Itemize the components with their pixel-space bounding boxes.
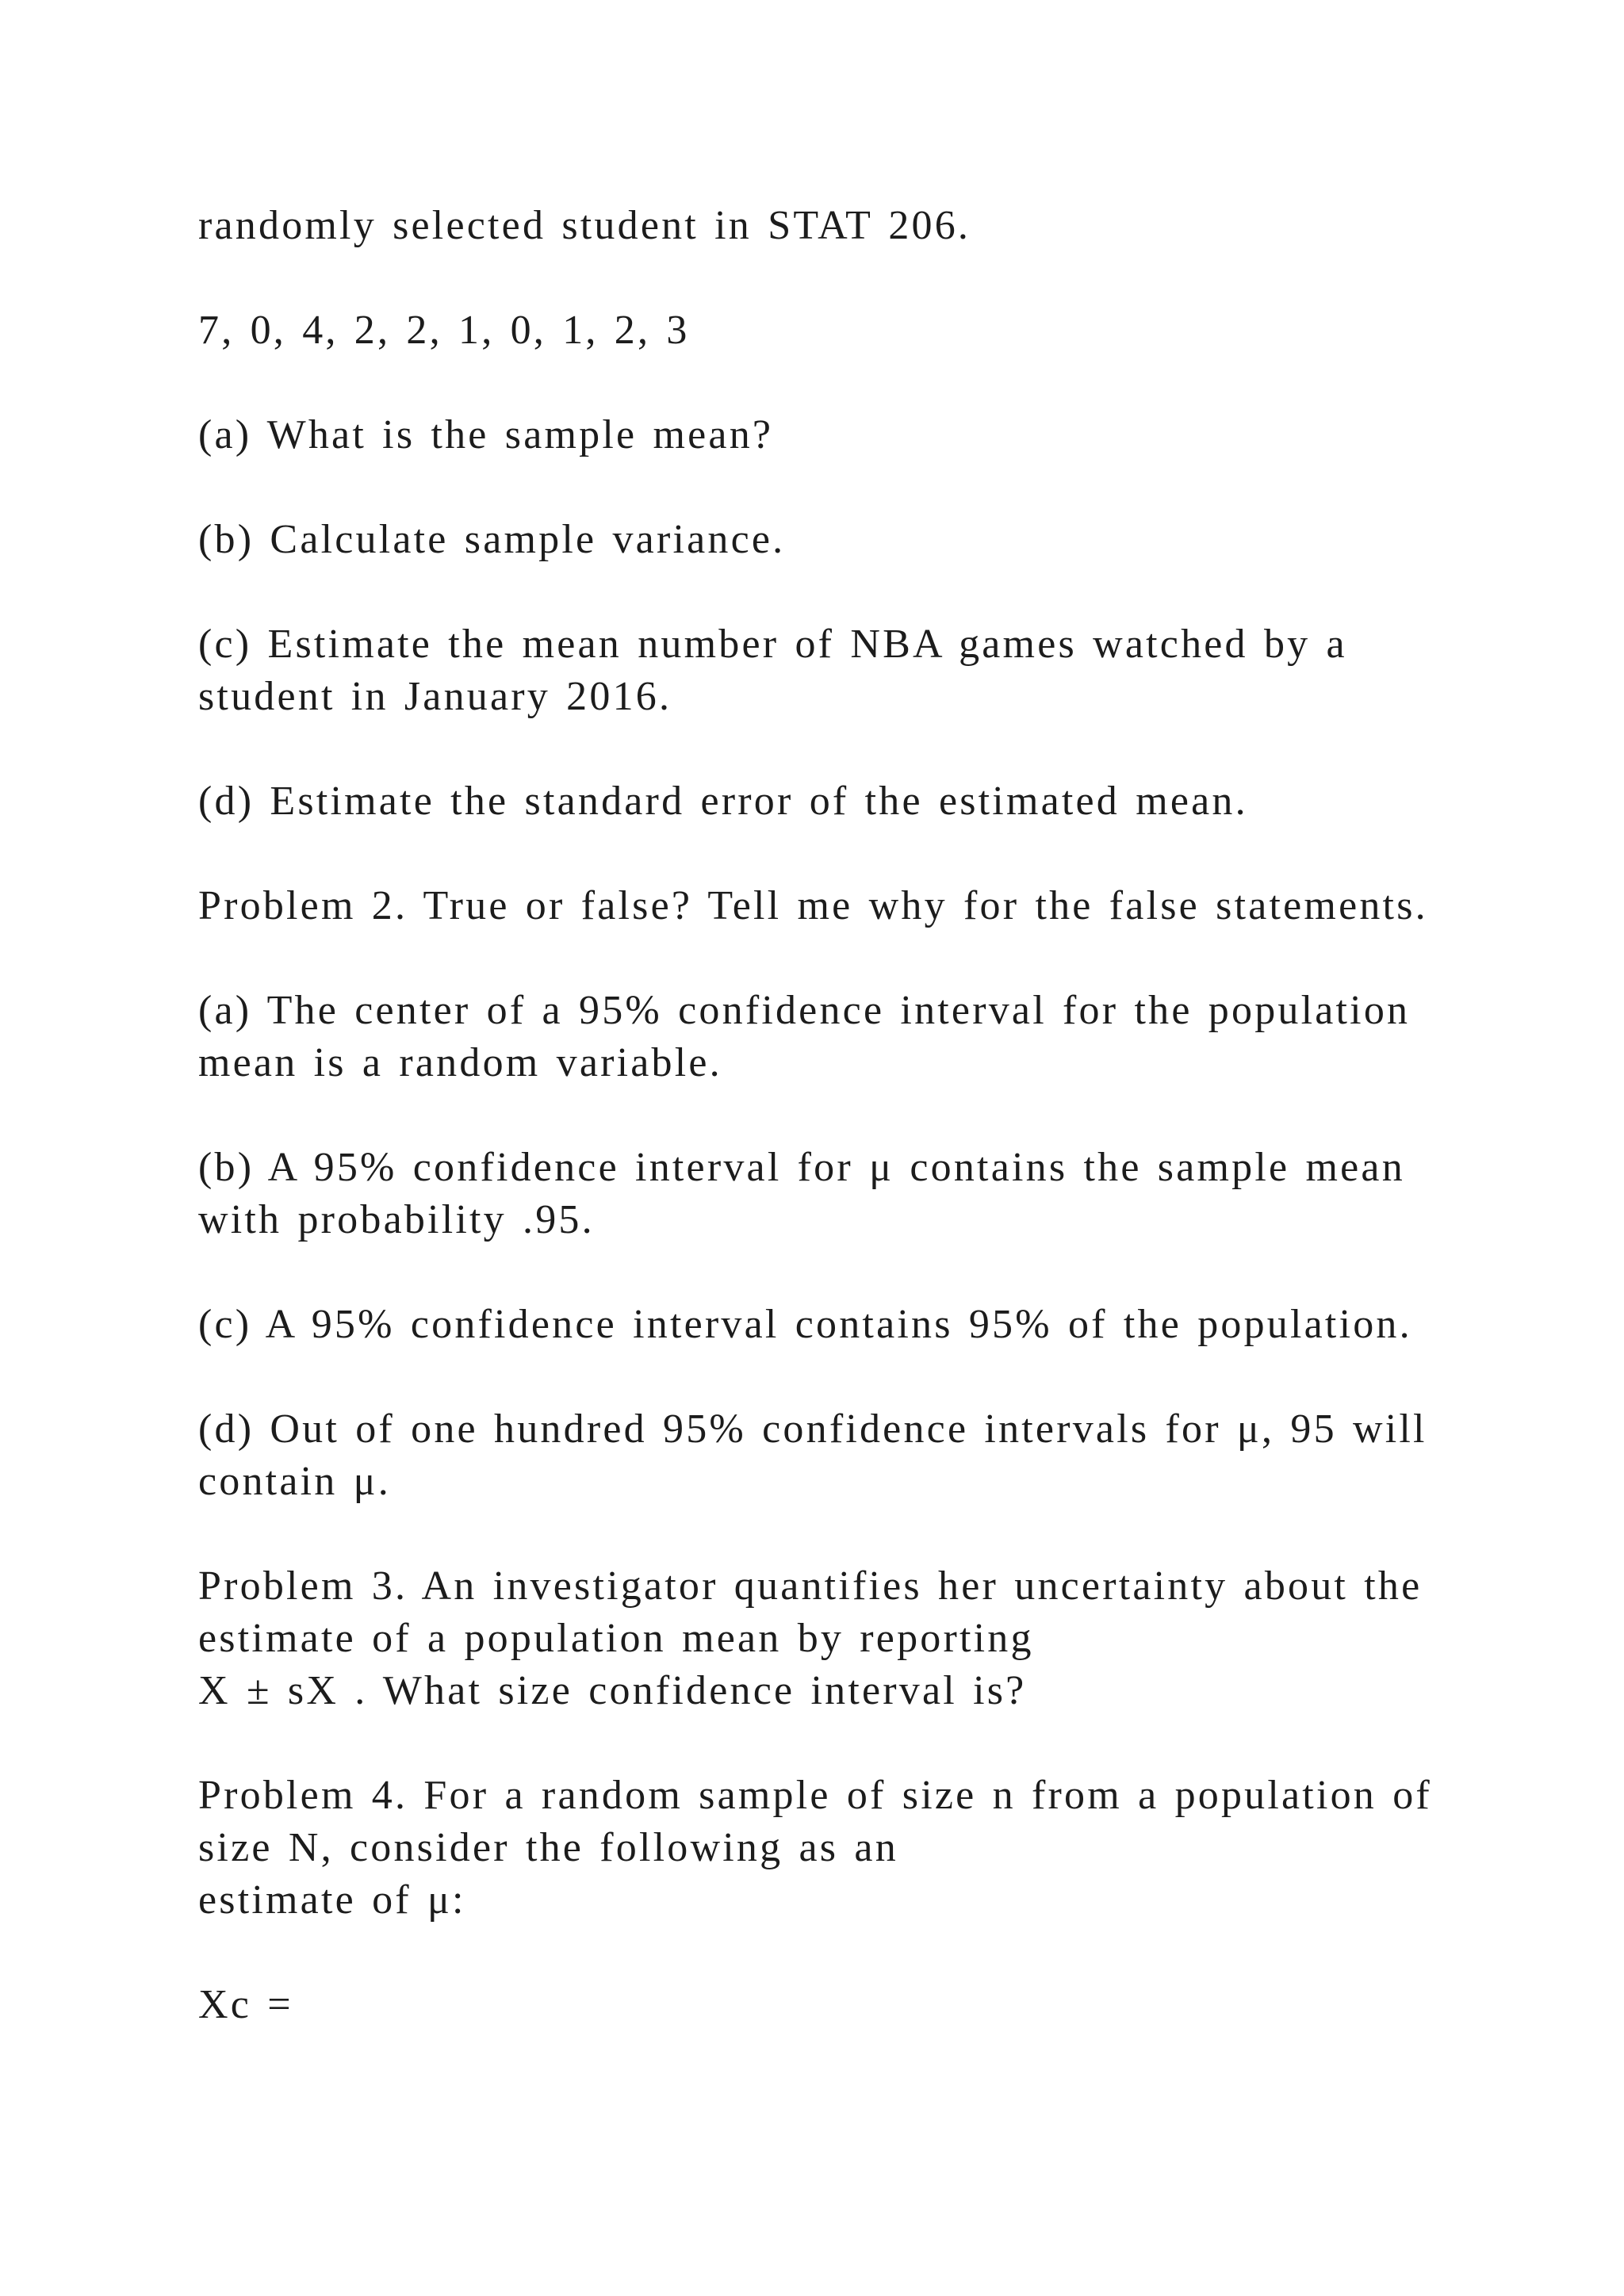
text-line: contain μ. [198, 1459, 391, 1504]
paragraph-intro-fragment [198, 200, 1483, 252]
text-line: 7, 0, 4, 2, 2, 1, 0, 1, 2, 3 [198, 308, 690, 353]
text-line: student in January 2016. [198, 674, 672, 719]
text-line: (c) A 95% confidence interval contains 95% of the population. [198, 1302, 1412, 1347]
paragraph-problem-2b [198, 1142, 1483, 1246]
paragraph-problem-2-heading [198, 880, 1483, 932]
paragraph-problem-2d [198, 1403, 1483, 1508]
paragraph-question-1c [198, 618, 1483, 723]
paragraph-question-1a [198, 409, 1483, 461]
text-line: mean is a random variable. [198, 1040, 722, 1085]
text-line: (a) The center of a 95% confidence interval for the population [198, 988, 1411, 1033]
paragraph-question-1b [198, 514, 1483, 566]
text-line: Problem 2. True or false? Tell me why for the false statements. [198, 883, 1428, 928]
paragraph-data-values [198, 304, 1483, 357]
text-line: (d) Out of one hundred 95% confidence intervals for μ, 95 will [198, 1406, 1427, 1452]
paragraph-problem-4 [198, 1770, 1483, 1927]
text-line: Problem 3. An investigator quantifies her uncertainty about the [198, 1563, 1423, 1609]
paragraph-problem-2c [198, 1299, 1483, 1351]
paragraph-question-1d [198, 775, 1483, 828]
text-line: Problem 4. For a random sample of size n from a population of [198, 1773, 1432, 1818]
text-line: (c) Estimate the mean number of NBA games watched by a [198, 622, 1347, 667]
text-line: (d) Estimate the standard error of the estimated mean. [198, 779, 1248, 824]
text-line: (b) Calculate sample variance. [198, 517, 786, 562]
text-line: (a) What is the sample mean? [198, 412, 774, 457]
paragraph-problem-2a [198, 985, 1483, 1089]
paragraph-estimator-formula [198, 1979, 1483, 2031]
text-line: with probability .95. [198, 1197, 595, 1242]
text-line: size N, consider the following as an [198, 1825, 898, 1870]
text-line: estimate of μ: [198, 1877, 466, 1923]
document-body [198, 200, 1483, 2084]
text-line: (b) A 95% confidence interval for μ contains the sample mean [198, 1145, 1405, 1190]
text-line: X ± sX . What size confidence interval is? [198, 1668, 1027, 1713]
text-line: estimate of a population mean by reporting [198, 1616, 1034, 1661]
text-line: randomly selected student in STAT 206. [198, 203, 971, 248]
paragraph-problem-3 [198, 1560, 1483, 1717]
text-line: Xc = [198, 1982, 293, 2027]
